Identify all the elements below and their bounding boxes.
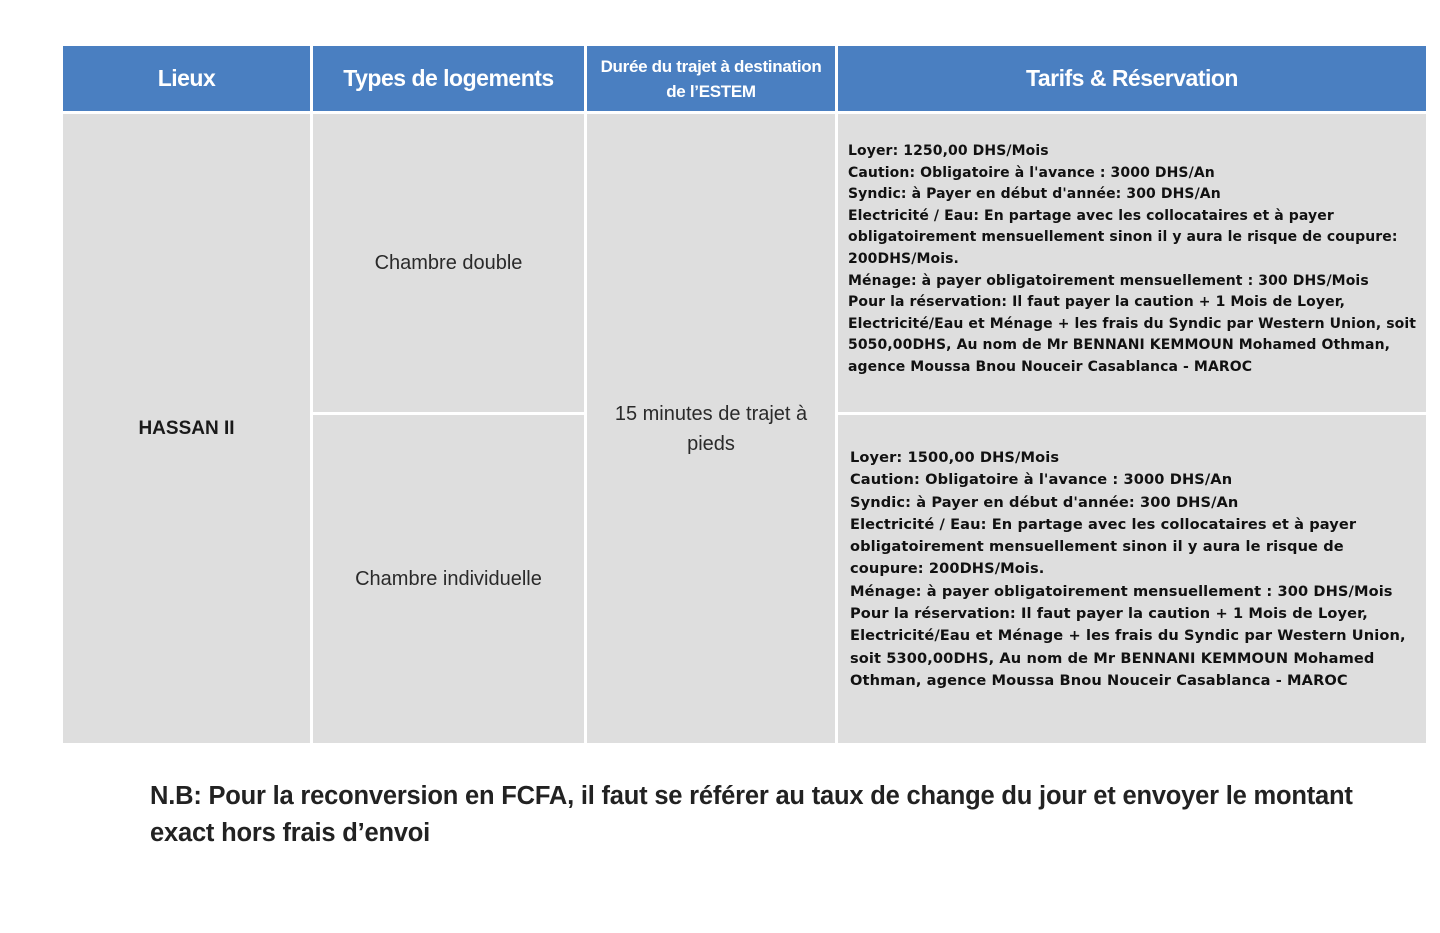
tarif-line: Pour la réservation: Il faut payer la caution + 1 Mois de Loyer, Electricité/Eau et Ménage + les frais du Syndic par Western Union, soit 5300,00DHS, Au nom de Mr BENNANI KEMMOUN Mohamed Othman, agence Moussa Bnou Nouceir Casablanca - MAROC xyxy=(850,605,1406,689)
note-text: N.B: Pour la reconversion en FCFA, il faut se référer au taux de change du jour et envoyer le montant exact hors frais d’envoi xyxy=(150,782,1353,847)
tarif-line: Ménage: à payer obligatoirement mensuellement : 300 DHS/Mois xyxy=(848,272,1369,289)
header-tarifs-reservation: Tarifs & Réservation xyxy=(838,46,1426,111)
housing-table xyxy=(60,43,1429,746)
tarif-line: Caution: Obligatoire à l'avance : 3000 DHS/An xyxy=(848,164,1215,181)
header-types-logements: Types de logements xyxy=(313,46,584,111)
duration-text: 15 minutes de trajet à pieds xyxy=(614,402,808,455)
tarif-cell xyxy=(838,114,1426,412)
tarif-line: Electricité / Eau: En partage avec les collocataires et à payer obligatoirement mensuellement sinon il y aura le risque de coupure: 200DHS/Mois. xyxy=(850,515,1357,578)
tarif-cell xyxy=(838,415,1426,743)
table-row xyxy=(63,114,1426,412)
place-name: HASSAN II xyxy=(138,418,235,439)
header-lieux: Lieux xyxy=(63,46,310,111)
type-cell xyxy=(313,415,584,743)
tarif-line: Pour la réservation: Il faut payer la caution + 1 Mois de Loyer, Electricité/Eau et Ménage + les frais du Syndic par Western Union, soit 5050,00DHS, Au nom de Mr BENNANI KEMMOUN Mohamed Othman, agence Moussa Bnou Nouceir Casablanca - MAROC xyxy=(848,294,1417,375)
tarif-line: Ménage: à payer obligatoirement mensuellement : 300 DHS/Mois xyxy=(850,582,1393,600)
tarif-details xyxy=(838,114,1426,389)
housing-type-label: Chambre double xyxy=(374,251,523,274)
tarif-line: Caution: Obligatoire à l'avance : 3000 DHS/An xyxy=(850,471,1233,489)
header-duree-trajet: Durée du trajet à destination de l’ESTEM xyxy=(587,46,835,111)
place-cell xyxy=(63,114,310,743)
tarif-line: Electricité / Eau: En partage avec les collocataires et à payer obligatoirement mensuellement sinon il y aura le risque de coupure: 200DHS/Mois. xyxy=(848,207,1398,267)
header-row xyxy=(63,46,1426,111)
duration-cell xyxy=(587,114,835,743)
tarif-line: Syndic: à Payer en début d'année: 300 DHS/An xyxy=(850,493,1239,511)
tarif-line: Syndic: à Payer en début d'année: 300 DHS/An xyxy=(848,186,1221,203)
type-cell xyxy=(313,114,584,412)
tarif-line: Loyer: 1250,00 DHS/Mois xyxy=(848,143,1049,159)
tarif-details xyxy=(838,415,1426,702)
tarif-line: Loyer: 1500,00 DHS/Mois xyxy=(850,449,1060,466)
housing-type-label: Chambre individuelle xyxy=(355,567,542,590)
